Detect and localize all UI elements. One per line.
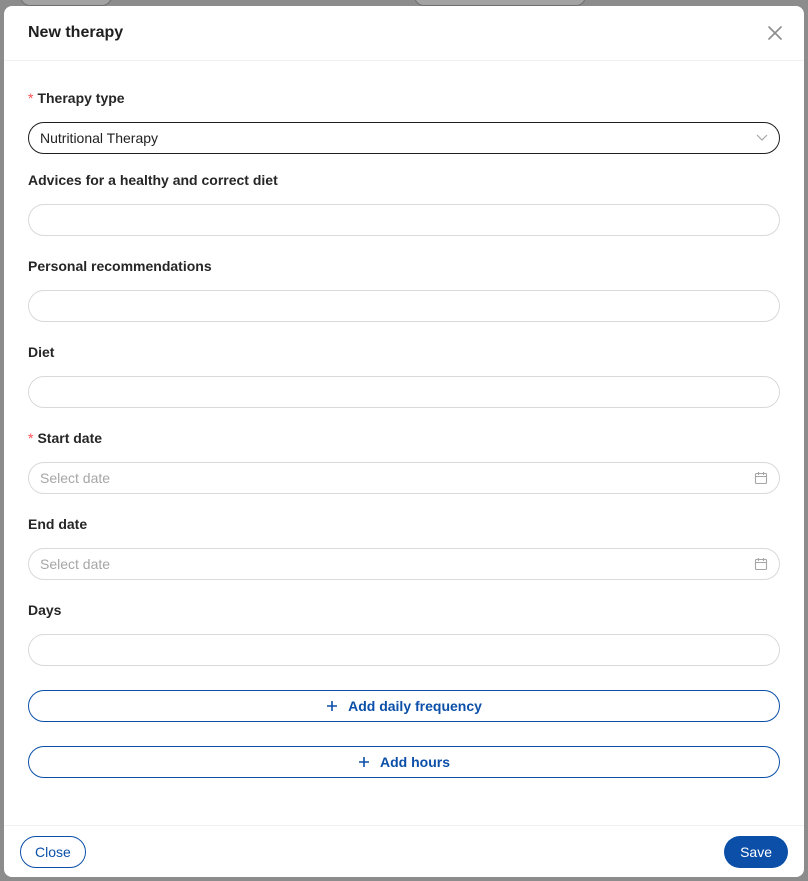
start-date-placeholder: Select date	[40, 470, 111, 486]
personal-recommendations-field	[28, 255, 780, 322]
therapy-type-select[interactable]	[28, 122, 780, 154]
end-date-field	[28, 513, 780, 580]
required-mark: *	[28, 430, 34, 446]
personal-recommendations-input[interactable]	[28, 290, 780, 322]
modal-title: New therapy	[28, 24, 124, 41]
end-date-placeholder: Select date	[40, 556, 111, 572]
therapy-type-label	[28, 87, 780, 109]
chevron-down-icon	[756, 134, 768, 142]
plus-icon	[326, 700, 338, 712]
add-hours-label: Add hours	[380, 754, 450, 770]
end-date-picker[interactable]	[28, 548, 780, 580]
calendar-icon	[754, 471, 768, 485]
modal-header	[4, 6, 804, 61]
advices-field	[28, 169, 780, 236]
start-date-label	[28, 427, 780, 449]
advices-input[interactable]	[28, 204, 780, 236]
start-date-field	[28, 427, 780, 494]
modal-footer	[4, 825, 804, 877]
end-date-label: End date	[28, 516, 88, 532]
add-hours-button[interactable]	[28, 746, 780, 778]
therapy-type-field	[28, 87, 780, 154]
days-input[interactable]	[28, 634, 780, 666]
personal-recommendations-label: Personal recommendations	[28, 258, 212, 274]
plus-icon	[358, 756, 370, 768]
start-date-picker[interactable]	[28, 462, 780, 494]
add-daily-frequency-button[interactable]	[28, 690, 780, 722]
diet-label: Diet	[28, 344, 55, 360]
days-field	[28, 599, 780, 666]
advices-label: Advices for a healthy and correct diet	[28, 172, 278, 188]
therapy-type-value: Nutritional Therapy	[40, 130, 159, 146]
modal-body	[4, 61, 804, 778]
diet-input[interactable]	[28, 376, 780, 408]
calendar-icon	[754, 557, 768, 571]
start-date-label-text: Start date	[37, 430, 103, 446]
diet-field	[28, 341, 780, 408]
close-icon[interactable]	[766, 24, 784, 42]
save-button[interactable]: Save	[724, 836, 788, 868]
therapy-type-label-text: Therapy type	[37, 90, 125, 106]
days-label: Days	[28, 602, 62, 618]
add-daily-frequency-label: Add daily frequency	[348, 698, 482, 714]
new-therapy-modal	[4, 6, 804, 877]
close-button[interactable]: Close	[20, 836, 86, 868]
required-mark: *	[28, 90, 34, 106]
